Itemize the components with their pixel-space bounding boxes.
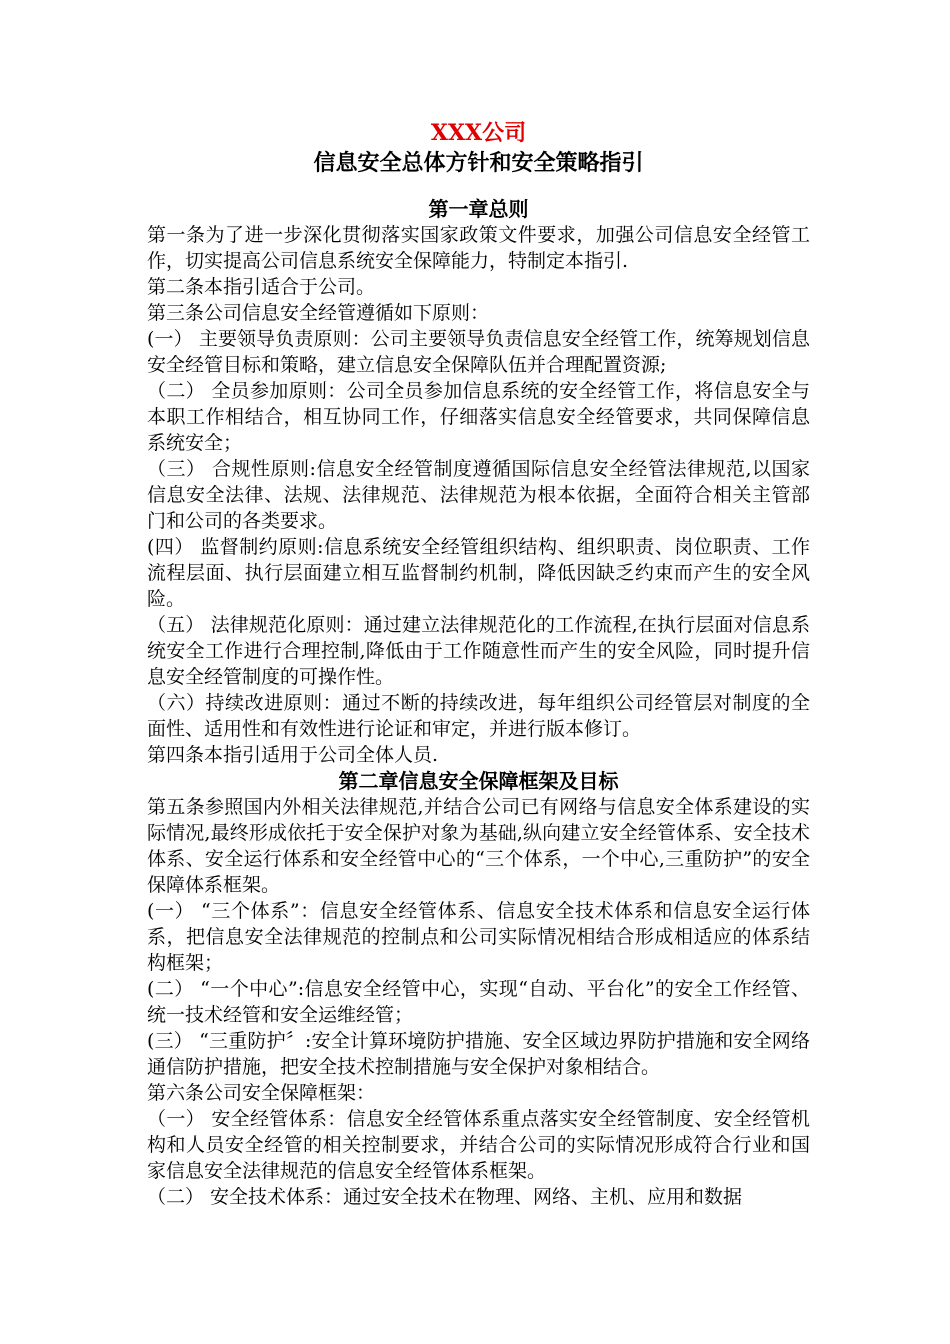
- principle-3: （三） 合规性原则:信息安全经管制度遵循国际信息安全经管法律规范,以国家信息安全法律、法规、法律规范、法律规范为根本依据，全面符合相关主管部门和公司的各类要求。: [147, 458, 810, 532]
- security-system-2: （二） 安全技术体系：通过安全技术在物理、网络、主机、应用和数据: [147, 1186, 743, 1208]
- framework-item-2: (二） “一个中心”:信息安全经管中心，实现“自动、平台化”的安全工作经管、统一技术经管和安全运维经管；: [147, 978, 810, 1026]
- document-title: 信息安全总体方针和安全策略指引: [313, 150, 644, 176]
- principle-2: （二） 全员参加原则：公司全员参加信息系统的安全经管工作，将信息安全与本职工作相结合，相互协同工作，仔细落实信息安全经管要求，共同保障信息系统安全；: [147, 380, 810, 454]
- principle-5: （五） 法律规范化原则：通过建立法律规范化的工作流程,在执行层面对信息系统安全工作进行合理控制,降低由于工作随意性而产生的安全风险，同时提升信息安全经管制度的可操作性。: [147, 614, 810, 688]
- principle-6: （六）持续改进原则：通过不断的持续改进，每年组织公司经管层对制度的全面性、适用性和有效性进行论证和审定，并进行版本修订。: [147, 692, 810, 740]
- security-system-1: （一） 安全经管体系：信息安全经管体系重点落实安全经管制度、安全经管机构和人员安全经管的相关控制要求，并结合公司的实际情况形成符合行业和国家信息安全法律规范的信息安全经管体系框架。: [147, 1108, 810, 1182]
- principle-1: (一） 主要领导负责原则：公司主要领导负责信息安全经管工作，统筹规划信息安全经管目标和策略，建立信息安全保障队伍并合理配置资源;: [147, 328, 810, 376]
- article-4: 第四条本指引适用于公司全体人员.: [147, 744, 439, 766]
- document-page: [147, 118, 810, 1210]
- chapter-2-heading: 第二章信息安全保障框架及目标: [338, 769, 619, 793]
- article-5: 第五条参照国内外相关法律规范,并结合公司已有网络与信息安全体系建设的实际情况,最终形成依托于安全保护对象为基础,纵向建立安全经管体系、安全技术体系、安全运行体系和安全经管中心的“三个体系，一个中心,三重防护”的安全保障体系框架。: [147, 796, 810, 896]
- company-name: XXX公司: [430, 120, 527, 146]
- article-3: 第三条公司信息安全经管遵循如下原则：: [147, 302, 490, 324]
- chapter-1-heading: 第一章总则: [428, 197, 529, 221]
- principle-4: (四） 监督制约原则:信息系统安全经管组织结构、组织职责、岗位职责、工作流程层面、执行层面建立相互监督制约机制，降低因缺乏约束而产生的安全风险。: [147, 536, 810, 610]
- article-6: 第六条公司安全保障框架：: [147, 1082, 376, 1104]
- framework-item-3: (三） “三重防护〞:安全计算环境防护措施、安全区域边界防护措施和安全网络通信防护措施，把安全技术控制措施与安全保护对象相结合。: [147, 1030, 810, 1078]
- article-2: 第二条本指引适合于公司。: [147, 276, 376, 298]
- article-1: 第一条为了进一步深化贯彻落实国家政策文件要求，加强公司信息安全经管工作，切实提高公司信息系统安全保障能力，特制定本指引.: [147, 224, 810, 272]
- framework-item-1: (一） “三个体系”：信息安全经管体系、信息安全技术体系和信息安全运行体系，把信息安全法律规范的控制点和公司实际情况相结合形成相适应的体系结构框架；: [147, 900, 810, 974]
